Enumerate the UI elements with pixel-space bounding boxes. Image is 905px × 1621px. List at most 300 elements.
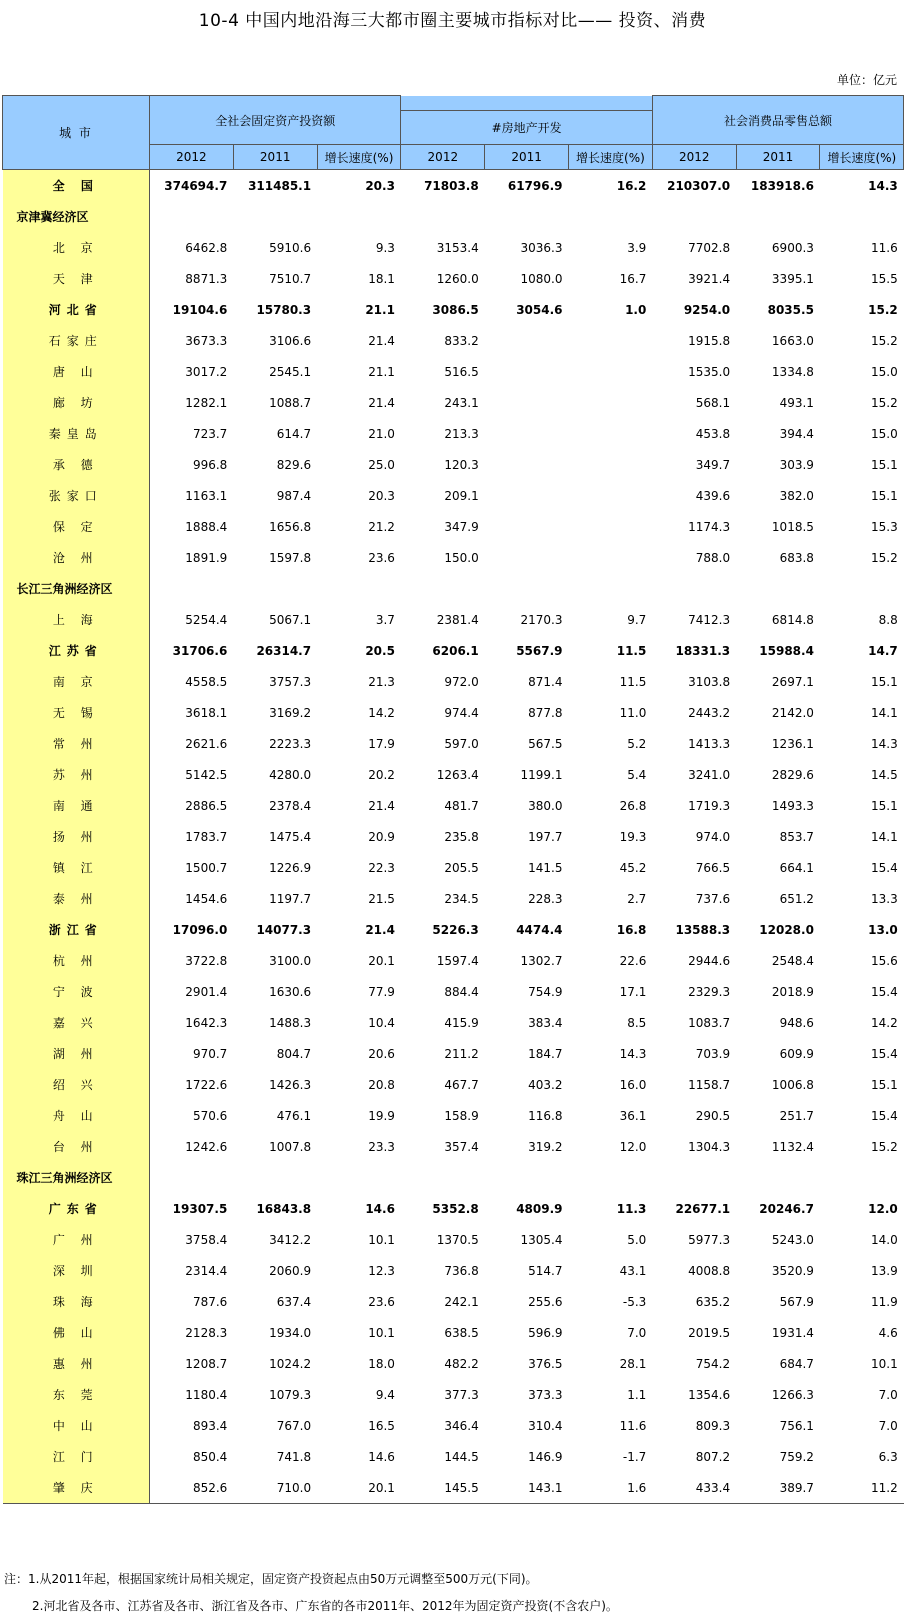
value-cell	[569, 201, 653, 232]
value-cell	[317, 573, 401, 604]
value-cell: 1158.7	[688, 1077, 731, 1092]
city-name: 台 州	[3, 1131, 150, 1162]
value-cell: 394.4	[779, 426, 814, 441]
value-cell	[233, 1162, 317, 1193]
value-cell: 184.7	[528, 1046, 563, 1061]
value-cell: 12.3	[368, 1263, 395, 1278]
value-cell	[569, 418, 653, 449]
value-cell: 1493.3	[771, 798, 814, 813]
value-cell: 614.7	[276, 426, 312, 441]
value-cell: 609.9	[779, 1046, 814, 1061]
table-row	[3, 883, 904, 914]
value-cell	[150, 573, 234, 604]
value-cell: 14.7	[868, 643, 898, 658]
value-cell: 380.0	[528, 798, 563, 813]
city-name: 中 山	[3, 1410, 150, 1441]
value-cell: 12.0	[619, 1139, 647, 1154]
city-name: 全 国	[3, 170, 150, 202]
value-cell: 22.6	[619, 953, 647, 968]
value-cell: 1088.7	[269, 395, 312, 410]
value-cell: 11.6	[871, 240, 898, 255]
value-cell: 476.1	[276, 1108, 312, 1123]
table-row	[3, 1410, 904, 1441]
value-cell: 7.0	[627, 1325, 647, 1340]
value-cell: 1236.1	[771, 736, 814, 751]
value-cell: 14.2	[368, 705, 395, 720]
value-cell: 1083.7	[688, 1015, 731, 1030]
value-cell: 4809.9	[516, 1201, 563, 1216]
value-cell: 243.1	[444, 395, 479, 410]
value-cell: 1007.8	[269, 1139, 312, 1154]
value-cell: 20.3	[368, 488, 395, 503]
table-row	[3, 449, 904, 480]
value-cell: 15.4	[871, 984, 898, 999]
value-cell: 996.8	[192, 457, 228, 472]
value-cell: 15.1	[871, 798, 898, 813]
value-cell: 3722.8	[185, 953, 228, 968]
value-cell: 146.9	[528, 1449, 563, 1464]
value-cell: 737.6	[695, 891, 731, 906]
city-name: 上 海	[3, 604, 150, 635]
value-cell: 23.6	[368, 1294, 395, 1309]
value-cell: 481.7	[444, 798, 479, 813]
value-cell: 14.5	[871, 767, 898, 782]
value-cell: 20.5	[365, 643, 395, 658]
value-cell: 15.4	[871, 1108, 898, 1123]
value-cell: 4.6	[878, 1325, 898, 1340]
value-cell: 809.3	[695, 1418, 731, 1433]
value-cell: 346.4	[444, 1418, 479, 1433]
value-cell: 877.8	[528, 705, 563, 720]
value-cell: 13.3	[871, 891, 898, 906]
value-cell: 21.4	[365, 922, 395, 937]
value-cell: 5067.1	[269, 612, 312, 627]
city-name: 浙江省	[3, 914, 150, 945]
value-cell: 1413.3	[688, 736, 731, 751]
value-cell: 637.4	[276, 1294, 312, 1309]
value-cell: 357.4	[444, 1139, 479, 1154]
value-cell: 1535.0	[688, 364, 731, 379]
city-name: 张家口	[3, 480, 150, 511]
value-cell: 158.9	[444, 1108, 479, 1123]
value-cell: 433.4	[652, 1472, 736, 1504]
value-cell: 1642.3	[185, 1015, 228, 1030]
value-cell: 6900.3	[771, 240, 814, 255]
value-cell: 1174.3	[688, 519, 731, 534]
value-cell: 15.1	[871, 488, 898, 503]
value-cell: 2019.5	[688, 1325, 731, 1340]
value-cell: 10.4	[368, 1015, 395, 1030]
value-cell: 5977.3	[688, 1232, 731, 1247]
region-label: 珠江三角洲经济区	[3, 1162, 150, 1193]
value-cell: 723.7	[192, 426, 228, 441]
value-cell: 9254.0	[683, 302, 731, 317]
table-row	[3, 759, 904, 790]
value-cell	[569, 511, 653, 542]
value-cell: 347.9	[444, 519, 479, 534]
value-cell	[485, 511, 569, 542]
value-cell: 1242.6	[185, 1139, 228, 1154]
header-2011: 2011	[736, 145, 820, 170]
header-growth: 增长速度(%)	[569, 145, 653, 170]
value-cell: 11.6	[619, 1418, 647, 1433]
value-cell: 3757.3	[269, 674, 312, 689]
city-name: 舟 山	[3, 1100, 150, 1131]
value-cell	[569, 480, 653, 511]
value-cell: 1263.4	[436, 767, 479, 782]
value-cell	[485, 356, 569, 387]
value-cell: 18331.3	[675, 643, 731, 658]
value-cell: 10.1	[871, 1356, 898, 1371]
value-cell: 1915.8	[688, 333, 731, 348]
value-cell: 1226.9	[269, 860, 312, 875]
value-cell	[317, 201, 401, 232]
value-cell	[569, 325, 653, 356]
value-cell: 376.5	[528, 1356, 563, 1371]
value-cell: 15.4	[871, 860, 898, 875]
value-cell: 684.7	[779, 1356, 814, 1371]
value-cell	[820, 201, 904, 232]
value-cell: 197.7	[528, 829, 563, 844]
table-row	[3, 1038, 904, 1069]
value-cell: 6814.8	[771, 612, 814, 627]
value-cell: 1475.4	[269, 829, 312, 844]
value-cell: 850.4	[192, 1449, 228, 1464]
value-cell: 3.9	[627, 240, 647, 255]
value-cell: 26.8	[619, 798, 647, 813]
value-cell: 893.4	[192, 1418, 228, 1433]
value-cell	[233, 573, 317, 604]
value-cell: 1656.8	[269, 519, 312, 534]
value-cell: 21.4	[368, 395, 395, 410]
value-cell: 3618.1	[185, 705, 228, 720]
value-cell: 4008.8	[688, 1263, 731, 1278]
value-cell	[569, 387, 653, 418]
city-name: 江 门	[3, 1441, 150, 1472]
value-cell: 1260.0	[436, 271, 479, 286]
value-cell: 17096.0	[172, 922, 228, 937]
value-cell: 7510.7	[269, 271, 312, 286]
value-cell: 1006.8	[771, 1077, 814, 1092]
value-cell: 120.3	[444, 457, 479, 472]
value-cell: 20.2	[368, 767, 395, 782]
value-cell: 1180.4	[185, 1387, 228, 1402]
page-title: 10-4 中国内地沿海三大都市圈主要城市指标对比—— 投资、消费	[198, 11, 707, 31]
value-cell: 21.2	[368, 519, 395, 534]
header-retail: 社会消费品零售总额	[652, 96, 903, 145]
value-cell: 14077.3	[256, 922, 312, 937]
table-row	[3, 418, 904, 449]
value-cell	[736, 573, 820, 604]
value-cell: 2443.2	[688, 705, 731, 720]
value-cell: 1783.7	[185, 829, 228, 844]
value-cell: 5142.5	[185, 767, 228, 782]
value-cell: 144.5	[444, 1449, 479, 1464]
value-cell: 2944.6	[688, 953, 731, 968]
table-row	[3, 1131, 904, 1162]
value-cell: 21.3	[368, 674, 395, 689]
value-cell: 9.7	[627, 612, 647, 627]
value-cell: 9.3	[375, 240, 395, 255]
value-cell: 1199.1	[520, 767, 563, 782]
value-cell: 11.0	[619, 705, 647, 720]
value-cell: 1931.4	[771, 1325, 814, 1340]
table-row	[3, 356, 904, 387]
value-cell: 310.4	[528, 1418, 563, 1433]
value-cell: 20.1	[317, 1472, 401, 1504]
value-cell: 21.4	[368, 798, 395, 813]
value-cell: 3673.3	[185, 333, 228, 348]
value-cell: 13.0	[868, 922, 898, 937]
value-cell: 2621.6	[185, 736, 228, 751]
value-cell: 948.6	[779, 1015, 814, 1030]
header-growth: 增长速度(%)	[317, 145, 401, 170]
value-cell: 14.3	[619, 1046, 647, 1061]
table-body	[3, 170, 904, 1504]
table-row	[3, 1472, 904, 1504]
value-cell: 4474.4	[516, 922, 563, 937]
value-cell: 2018.9	[771, 984, 814, 999]
value-cell: 972.0	[444, 674, 479, 689]
value-cell: 1266.3	[771, 1387, 814, 1402]
value-cell: 21.4	[368, 333, 395, 348]
value-cell: 1132.4	[771, 1139, 814, 1154]
table-row	[3, 945, 904, 976]
value-cell: 4558.5	[185, 674, 228, 689]
value-cell: 3054.6	[516, 302, 563, 317]
city-name: 嘉 兴	[3, 1007, 150, 1038]
value-cell: 15780.3	[256, 302, 312, 317]
table-row	[3, 790, 904, 821]
value-cell: 766.5	[695, 860, 731, 875]
value-cell	[652, 201, 736, 232]
value-cell: 7.0	[878, 1418, 898, 1433]
value-cell: 18.1	[368, 271, 395, 286]
header-2012: 2012	[150, 145, 234, 170]
value-cell: 21.5	[368, 891, 395, 906]
value-cell: 18.0	[368, 1356, 395, 1371]
value-cell: 703.9	[695, 1046, 731, 1061]
value-cell: 3106.6	[269, 333, 312, 348]
value-cell: 974.0	[695, 829, 731, 844]
header-2012: 2012	[401, 145, 485, 170]
city-name: 杭 州	[3, 945, 150, 976]
city-name: 廊 坊	[3, 387, 150, 418]
city-name: 扬 州	[3, 821, 150, 852]
value-cell: 19.3	[619, 829, 647, 844]
value-cell: 15.1	[871, 674, 898, 689]
value-cell: 183918.6	[736, 170, 820, 202]
value-cell: 15.1	[871, 1077, 898, 1092]
value-cell: 9.4	[375, 1387, 395, 1402]
value-cell: 235.8	[444, 829, 479, 844]
value-cell: 20.9	[368, 829, 395, 844]
value-cell: 3036.3	[520, 240, 563, 255]
value-cell: 211.2	[444, 1046, 479, 1061]
table-row	[3, 480, 904, 511]
value-cell: 15.3	[871, 519, 898, 534]
value-cell: 213.3	[444, 426, 479, 441]
value-cell: 2697.1	[771, 674, 814, 689]
city-name: 珠 海	[3, 1286, 150, 1317]
value-cell: 15.6	[871, 953, 898, 968]
table-row	[3, 325, 904, 356]
value-cell: 710.0	[233, 1472, 317, 1504]
value-cell: 16.0	[619, 1077, 647, 1092]
value-cell: 1354.6	[688, 1387, 731, 1402]
value-cell: 21.1	[365, 302, 395, 317]
table-row	[3, 1317, 904, 1348]
value-cell	[150, 201, 234, 232]
value-cell	[485, 480, 569, 511]
table-row	[3, 170, 904, 202]
value-cell: 21.0	[368, 426, 395, 441]
value-cell: 2128.3	[185, 1325, 228, 1340]
value-cell: 319.2	[528, 1139, 563, 1154]
value-cell: 756.1	[779, 1418, 814, 1433]
table-row	[3, 1224, 904, 1255]
value-cell: 251.7	[779, 1108, 814, 1123]
value-cell	[569, 356, 653, 387]
value-cell: 754.9	[528, 984, 563, 999]
table-row	[3, 635, 904, 666]
value-cell: 2548.4	[771, 953, 814, 968]
table-row	[3, 387, 904, 418]
value-cell: 2.7	[627, 891, 647, 906]
table-row	[3, 542, 904, 573]
indicator-table	[2, 95, 904, 1504]
header-2011: 2011	[233, 145, 317, 170]
value-cell: 804.7	[276, 1046, 312, 1061]
value-cell: 15.2	[871, 333, 898, 348]
value-cell: 568.1	[695, 395, 731, 410]
value-cell: 2378.4	[269, 798, 312, 813]
value-cell	[485, 573, 569, 604]
header-gap	[401, 96, 652, 111]
value-cell: 2170.3	[520, 612, 563, 627]
header-fixed-assets: 全社会固定资产投资额	[150, 96, 401, 145]
value-cell: 5910.6	[269, 240, 312, 255]
value-cell: 1302.7	[520, 953, 563, 968]
value-cell: 683.8	[779, 550, 814, 565]
value-cell: 16.7	[619, 271, 647, 286]
value-cell	[820, 573, 904, 604]
value-cell: 15.4	[871, 1046, 898, 1061]
table-header	[3, 96, 904, 170]
city-name: 苏 州	[3, 759, 150, 790]
value-cell: 1.1	[627, 1387, 647, 1402]
value-cell: 570.6	[192, 1108, 228, 1123]
footnotes	[4, 1566, 618, 1620]
value-cell: 767.0	[276, 1418, 312, 1433]
value-cell: 567.5	[528, 736, 563, 751]
value-cell	[569, 449, 653, 480]
value-cell: 1630.6	[269, 984, 312, 999]
value-cell: 19.9	[368, 1108, 395, 1123]
value-cell: 14.6	[368, 1449, 395, 1464]
value-cell	[652, 1162, 736, 1193]
city-name: 肇 庆	[3, 1472, 150, 1504]
value-cell: 2060.9	[269, 1263, 312, 1278]
value-cell: 16.8	[616, 922, 647, 937]
value-cell: 2142.0	[771, 705, 814, 720]
table-row	[3, 1255, 904, 1286]
city-name: 泰 州	[3, 883, 150, 914]
value-cell: 2314.4	[185, 1263, 228, 1278]
value-cell: 16843.8	[256, 1201, 312, 1216]
value-cell: 3.7	[375, 612, 395, 627]
value-cell: 453.8	[695, 426, 731, 441]
value-cell: 45.2	[619, 860, 647, 875]
value-cell: 373.3	[528, 1387, 563, 1402]
value-cell: 14.2	[871, 1015, 898, 1030]
value-cell: 2886.5	[185, 798, 228, 813]
value-cell: 516.5	[444, 364, 479, 379]
header-2012: 2012	[652, 145, 736, 170]
city-name: 唐 山	[3, 356, 150, 387]
value-cell: 5243.0	[771, 1232, 814, 1247]
value-cell: 5.0	[627, 1232, 647, 1247]
value-cell: 635.2	[695, 1294, 731, 1309]
value-cell	[485, 418, 569, 449]
city-name: 广东省	[3, 1193, 150, 1224]
table-row	[3, 1069, 904, 1100]
value-cell: 14.3	[820, 170, 904, 202]
value-cell: 514.7	[528, 1263, 563, 1278]
city-name: 绍 兴	[3, 1069, 150, 1100]
value-cell: 11.5	[619, 674, 647, 689]
city-name: 秦皇岛	[3, 418, 150, 449]
value-cell: -1.7	[622, 1449, 647, 1464]
value-cell: 1891.9	[185, 550, 228, 565]
table-row	[3, 1348, 904, 1379]
value-cell: 16.2	[569, 170, 653, 202]
footnote-1: 注：1.从2011年起，根据国家统计局相关规定，固定资产投资起点由50万元调整至500万元(下同)。	[4, 1572, 538, 1586]
section-row	[3, 201, 904, 232]
value-cell: 15.5	[871, 271, 898, 286]
value-cell: 20.1	[368, 953, 395, 968]
value-cell: 116.8	[528, 1108, 563, 1123]
value-cell: 389.7	[736, 1472, 820, 1504]
value-cell: 1305.4	[520, 1232, 563, 1247]
value-cell: 664.1	[779, 860, 814, 875]
value-cell: 21.1	[368, 364, 395, 379]
value-cell	[401, 573, 485, 604]
value-cell: 382.0	[779, 488, 814, 503]
value-cell: 22677.1	[675, 1201, 731, 1216]
value-cell: 11.9	[871, 1294, 898, 1309]
value-cell: 853.7	[779, 829, 814, 844]
value-cell: 1597.4	[436, 953, 479, 968]
value-cell: 5352.8	[432, 1201, 479, 1216]
value-cell	[485, 449, 569, 480]
value-cell: 1080.0	[520, 271, 563, 286]
value-cell: 1208.7	[185, 1356, 228, 1371]
value-cell: 17.9	[368, 736, 395, 751]
value-cell: 150.0	[444, 550, 479, 565]
table-row	[3, 1441, 904, 1472]
value-cell: 651.2	[779, 891, 814, 906]
city-name: 保 定	[3, 511, 150, 542]
value-cell: 14.3	[871, 736, 898, 751]
table-row	[3, 1286, 904, 1317]
city-name: 无 锡	[3, 697, 150, 728]
value-cell: 833.2	[444, 333, 479, 348]
value-cell: 5226.3	[432, 922, 479, 937]
value-cell: 1888.4	[185, 519, 228, 534]
table-row	[3, 666, 904, 697]
table-row	[3, 1100, 904, 1131]
